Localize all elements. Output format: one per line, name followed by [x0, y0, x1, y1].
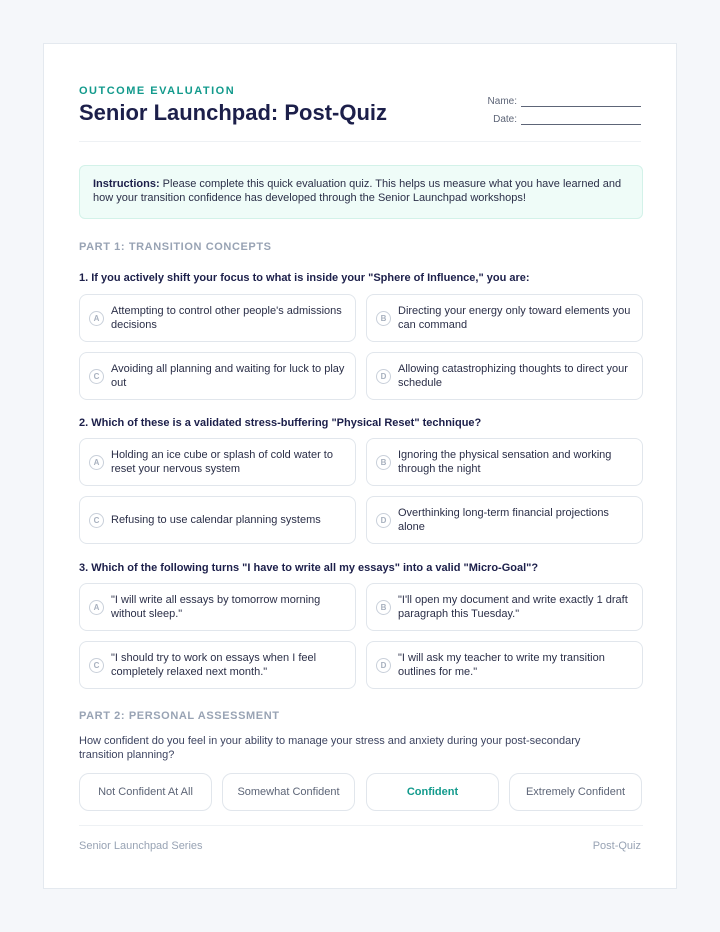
option-letter: D [376, 658, 391, 673]
kicker-label: OUTCOME EVALUATION [79, 85, 236, 97]
q1-option-b[interactable] [366, 294, 643, 342]
option-text: "I will write all essays by tomorrow morning without sleep." [111, 594, 321, 620]
option-text: Directing your energy only toward elements you can command [398, 305, 631, 331]
option-letter: A [89, 455, 104, 470]
date-label: Date: [493, 114, 517, 125]
instructions-box [79, 165, 643, 219]
option-text: Allowing catastrophizing thoughts to direct your schedule [398, 363, 628, 389]
confidence-extremely-button[interactable]: Extremely Confident [509, 773, 642, 811]
option-text: "I should try to work on essays when I feel completely relaxed next month." [111, 652, 317, 678]
question-1: 1. If you actively shift your focus to what is inside your "Sphere of Influence," you are: [79, 272, 530, 284]
option-letter: D [376, 513, 391, 528]
instructions-text: Please complete this quick evaluation quiz. This helps us measure what you have learned and how your transition confidence has developed through the Senior Launchpad workshops! [93, 178, 622, 204]
option-letter: C [89, 513, 104, 528]
date-line[interactable] [521, 113, 641, 125]
assessment-question: How confident do you feel in your ability to manage your stress and anxiety during your post-secondary transition planning? [79, 735, 581, 761]
option-text: "I will ask my teacher to write my transition outlines for me." [398, 652, 605, 678]
question-2: 2. Which of these is a validated stress-buffering "Physical Reset" technique? [79, 417, 482, 429]
page-header [79, 44, 641, 142]
date-field[interactable] [481, 108, 641, 125]
option-letter: D [376, 369, 391, 384]
quiz-page [43, 43, 677, 889]
option-text: Refusing to use calendar planning systems [111, 514, 321, 526]
q3-option-a[interactable] [79, 583, 356, 631]
page-title: Senior Launchpad: Post-Quiz [79, 100, 388, 125]
option-letter: C [89, 658, 104, 673]
option-letter: A [89, 311, 104, 326]
confidence-somewhat-button[interactable]: Somewhat Confident [222, 773, 355, 811]
option-letter: B [376, 600, 391, 615]
confidence-confident-button[interactable]: Confident [366, 773, 499, 811]
option-text: "I'll open my document and write exactly 1 draft paragraph this Tuesday." [398, 594, 628, 620]
q3-option-b[interactable] [366, 583, 643, 631]
question-3: 3. Which of the following turns "I have to write all my essays" into a valid "Micro-Goal"? [79, 562, 539, 574]
option-letter: B [376, 455, 391, 470]
q3-option-d[interactable] [366, 641, 643, 689]
option-text: Ignoring the physical sensation and working through the night [398, 449, 612, 475]
q2-option-d[interactable] [366, 496, 643, 544]
q2-option-c[interactable] [79, 496, 356, 544]
name-field[interactable] [481, 90, 641, 107]
confidence-not-confident-button[interactable]: Not Confident At All [79, 773, 212, 811]
q1-option-a[interactable] [79, 294, 356, 342]
option-text: Holding an ice cube or splash of cold water to reset your nervous system [111, 449, 333, 475]
option-letter: C [89, 369, 104, 384]
q1-option-d[interactable] [366, 352, 643, 400]
q2-option-a[interactable] [79, 438, 356, 486]
option-text: Attempting to control other people's admissions decisions [111, 305, 342, 331]
part1-heading: PART 1: TRANSITION CONCEPTS [79, 241, 272, 253]
option-text: Overthinking long-term financial projections alone [398, 507, 609, 533]
q1-option-c[interactable] [79, 352, 356, 400]
instructions-label: Instructions: [93, 178, 160, 190]
option-letter: A [89, 600, 104, 615]
q2-option-b[interactable] [366, 438, 643, 486]
footer-quiz-label: Post-Quiz [592, 840, 641, 852]
name-label: Name: [487, 96, 517, 107]
part2-heading: PART 2: PERSONAL ASSESSMENT [79, 710, 280, 722]
name-date-fields [481, 90, 641, 126]
option-text: Avoiding all planning and waiting for luck to play out [111, 363, 345, 389]
q3-option-c[interactable] [79, 641, 356, 689]
name-line[interactable] [521, 95, 641, 107]
footer-divider [79, 825, 643, 826]
option-letter: B [376, 311, 391, 326]
footer-series-label: Senior Launchpad Series [79, 840, 203, 852]
